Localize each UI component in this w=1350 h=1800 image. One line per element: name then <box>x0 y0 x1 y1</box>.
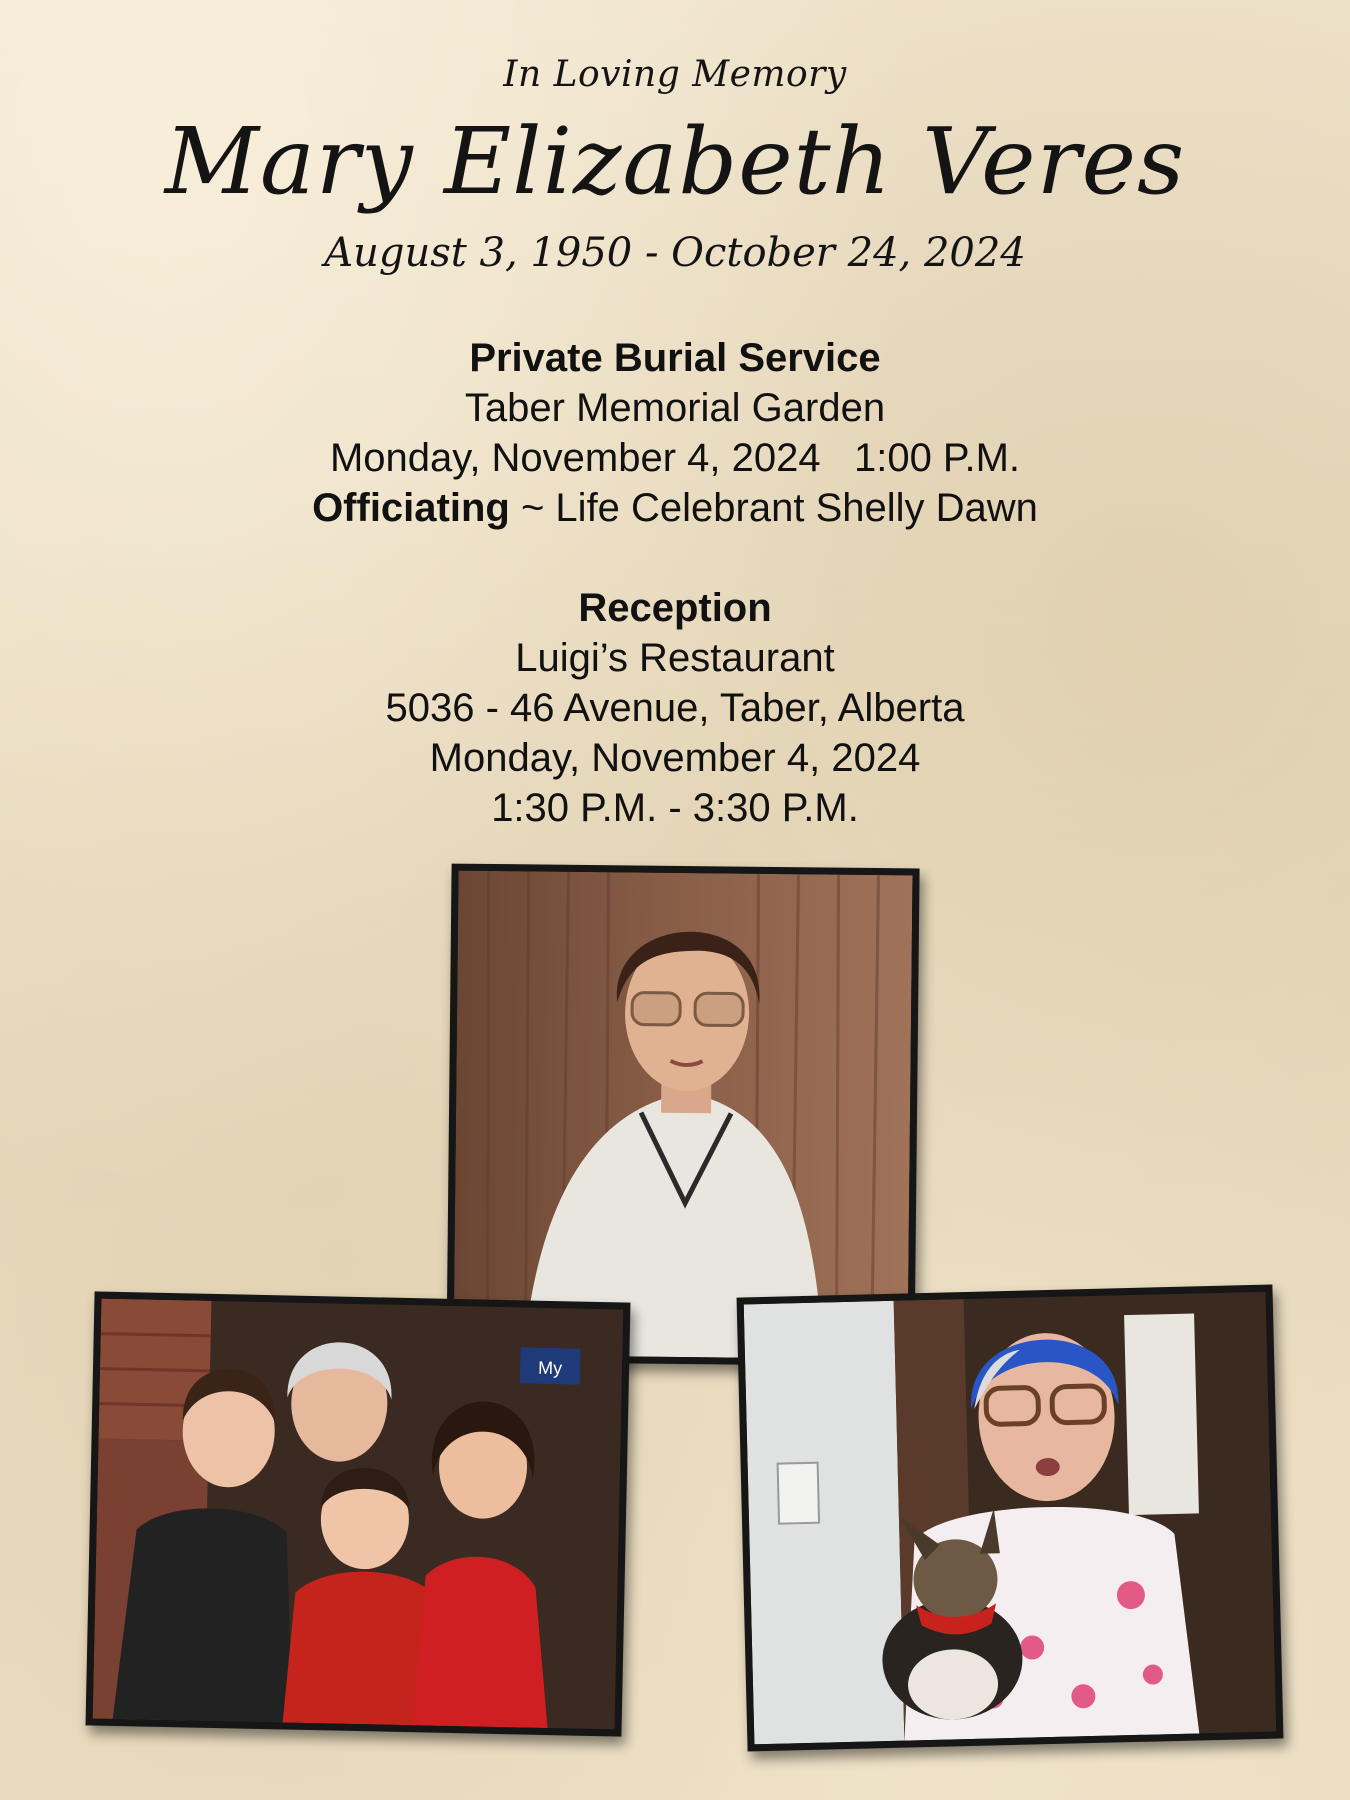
officiating-line <box>0 483 1350 533</box>
burial-location: Taber Memorial Garden <box>464 386 886 430</box>
in-loving-memory: In Loving Memory <box>503 54 847 95</box>
burial-heading: Private Burial Service <box>469 336 881 380</box>
life-dates: August 3, 1950 - October 24, 2024 <box>324 230 1026 276</box>
portrait-photo <box>446 864 919 1367</box>
reception-section <box>0 583 1350 833</box>
officiating-text: ~ Life Celebrant Shelly Dawn <box>509 486 1038 530</box>
dog-photo <box>737 1285 1284 1752</box>
reception-heading: Reception <box>578 586 772 630</box>
reception-venue: Luigi’s Restaurant <box>515 636 835 680</box>
reception-date: Monday, November 4, 2024 <box>429 736 921 780</box>
burial-datetime: Monday, November 4, 2024 1:00 P.M. <box>329 436 1021 480</box>
reception-time: 1:30 P.M. - 3:30 P.M. <box>491 786 859 830</box>
reception-address: 5036 - 46 Avenue, Taber, Alberta <box>385 686 965 730</box>
deceased-name: Mary Elizabeth Veres <box>164 108 1186 215</box>
officiating-label: Officiating <box>312 486 510 530</box>
sign-text: My <box>537 1357 563 1379</box>
burial-service-section <box>0 333 1350 533</box>
family-photo <box>86 1291 631 1736</box>
